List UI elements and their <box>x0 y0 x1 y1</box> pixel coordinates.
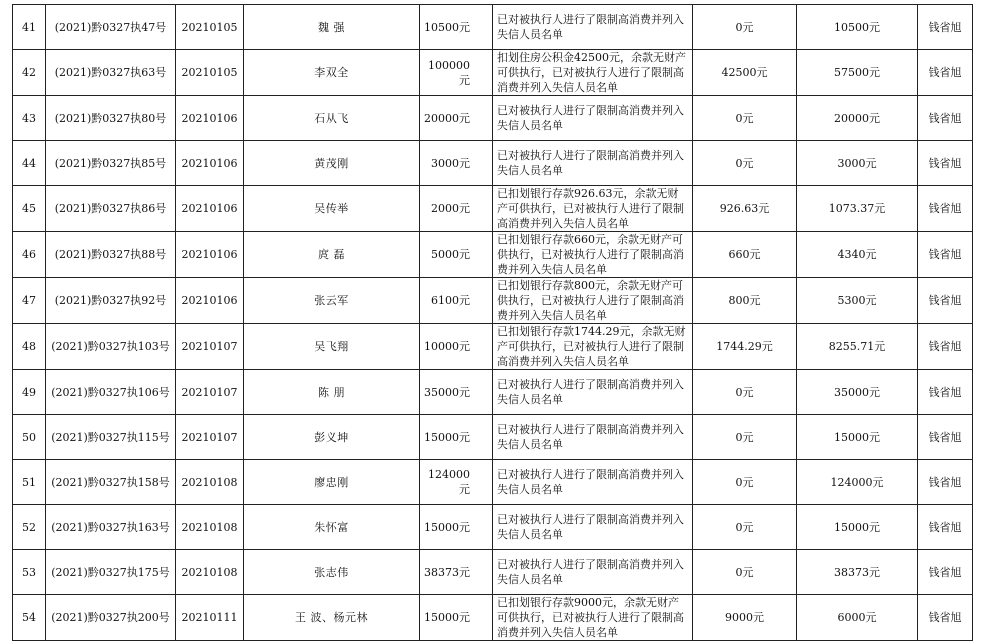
handling-judge: 钱省旭 <box>918 186 973 232</box>
enforcement-status: 已扣划银行存款9000元，余款无财产可供执行，已对被执行人进行了限制高消费并列入失信人员名单 <box>493 595 693 641</box>
executed-amount: 0元 <box>693 141 797 186</box>
unexecuted-amount: 1073.37元 <box>797 186 918 232</box>
executed-amount: 9000元 <box>693 595 797 641</box>
executed-amount: 1744.29元 <box>693 324 797 370</box>
handling-judge: 钱省旭 <box>918 232 973 278</box>
executed-amount: 0元 <box>693 550 797 595</box>
row-number: 50 <box>13 415 46 460</box>
case-number: (2021)黔0327执88号 <box>46 232 176 278</box>
row-number: 45 <box>13 186 46 232</box>
respondent-name: 石从飞 <box>244 96 420 141</box>
unexecuted-amount: 4340元 <box>797 232 918 278</box>
case-number: (2021)黔0327执158号 <box>46 460 176 505</box>
handling-judge: 钱省旭 <box>918 324 973 370</box>
table-row <box>13 550 973 595</box>
unexecuted-amount: 35000元 <box>797 370 918 415</box>
table-row <box>13 96 973 141</box>
handling-judge: 钱省旭 <box>918 5 973 50</box>
filing-date: 20210108 <box>176 460 244 505</box>
case-number: (2021)黔0327执47号 <box>46 5 176 50</box>
table-row <box>13 278 973 324</box>
unexecuted-amount: 6000元 <box>797 595 918 641</box>
executed-amount: 800元 <box>693 278 797 324</box>
row-number: 54 <box>13 595 46 641</box>
row-number: 43 <box>13 96 46 141</box>
filing-date: 20210106 <box>176 96 244 141</box>
table-row <box>13 505 973 550</box>
enforcement-status: 已扣划银行存款1744.29元，余款无财产可供执行，已对被执行人进行了限制高消费并列入失信人员名单 <box>493 324 693 370</box>
respondent-name: 魏 强 <box>244 5 420 50</box>
filing-date: 20210107 <box>176 370 244 415</box>
table-row <box>13 50 973 96</box>
case-number: (2021)黔0327执63号 <box>46 50 176 96</box>
executed-amount: 660元 <box>693 232 797 278</box>
respondent-name: 王 波、杨元林 <box>244 595 420 641</box>
handling-judge: 钱省旭 <box>918 415 973 460</box>
unexecuted-amount: 38373元 <box>797 550 918 595</box>
row-number: 46 <box>13 232 46 278</box>
respondent-name: 朱怀富 <box>244 505 420 550</box>
table-body <box>13 5 973 641</box>
filing-date: 20210106 <box>176 141 244 186</box>
filing-date: 20210106 <box>176 232 244 278</box>
unexecuted-amount: 15000元 <box>797 505 918 550</box>
enforcement-status: 已扣划银行存款660元，余款无财产可供执行，已对被执行人进行了限制高消费并列入失信人员名单 <box>493 232 693 278</box>
unexecuted-amount: 124000元 <box>797 460 918 505</box>
enforcement-amount: 10000元 <box>420 324 493 370</box>
case-number: (2021)黔0327执86号 <box>46 186 176 232</box>
row-number: 52 <box>13 505 46 550</box>
case-number: (2021)黔0327执115号 <box>46 415 176 460</box>
enforcement-amount: 15000元 <box>420 415 493 460</box>
table-row <box>13 595 973 641</box>
case-number: (2021)黔0327执103号 <box>46 324 176 370</box>
filing-date: 20210105 <box>176 50 244 96</box>
case-number: (2021)黔0327执92号 <box>46 278 176 324</box>
filing-date: 20210108 <box>176 505 244 550</box>
respondent-name: 廖忠刚 <box>244 460 420 505</box>
row-number: 47 <box>13 278 46 324</box>
table-row <box>13 415 973 460</box>
enforcement-status: 已对被执行人进行了限制高消费并列入失信人员名单 <box>493 415 693 460</box>
respondent-name: 吴飞翔 <box>244 324 420 370</box>
respondent-name: 吴传举 <box>244 186 420 232</box>
table-row <box>13 141 973 186</box>
enforcement-amount: 6100元 <box>420 278 493 324</box>
respondent-name: 张云军 <box>244 278 420 324</box>
table-row <box>13 324 973 370</box>
filing-date: 20210107 <box>176 415 244 460</box>
case-number: (2021)黔0327执175号 <box>46 550 176 595</box>
enforcement-amount: 38373元 <box>420 550 493 595</box>
enforcement-status: 已对被执行人进行了限制高消费并列入失信人员名单 <box>493 370 693 415</box>
executed-amount: 0元 <box>693 460 797 505</box>
enforcement-status: 已对被执行人进行了限制高消费并列入失信人员名单 <box>493 96 693 141</box>
filing-date: 20210108 <box>176 550 244 595</box>
enforcement-status: 已扣划银行存款926.63元，余款无财产可供执行，已对被执行人进行了限制高消费并列入失信人员名单 <box>493 186 693 232</box>
enforcement-amount: 3000元 <box>420 141 493 186</box>
filing-date: 20210107 <box>176 324 244 370</box>
executed-amount: 0元 <box>693 96 797 141</box>
unexecuted-amount: 57500元 <box>797 50 918 96</box>
table-row <box>13 5 973 50</box>
unexecuted-amount: 20000元 <box>797 96 918 141</box>
filing-date: 20210105 <box>176 5 244 50</box>
case-number: (2021)黔0327执163号 <box>46 505 176 550</box>
case-number: (2021)黔0327执200号 <box>46 595 176 641</box>
handling-judge: 钱省旭 <box>918 460 973 505</box>
executed-amount: 42500元 <box>693 50 797 96</box>
enforcement-amount: 15000元 <box>420 505 493 550</box>
handling-judge: 钱省旭 <box>918 370 973 415</box>
unexecuted-amount: 8255.71元 <box>797 324 918 370</box>
enforcement-status: 已对被执行人进行了限制高消费并列入失信人员名单 <box>493 505 693 550</box>
enforcement-amount: 35000元 <box>420 370 493 415</box>
enforcement-amount: 2000元 <box>420 186 493 232</box>
case-number: (2021)黔0327执80号 <box>46 96 176 141</box>
executed-amount: 0元 <box>693 370 797 415</box>
case-number: (2021)黔0327执106号 <box>46 370 176 415</box>
filing-date: 20210106 <box>176 278 244 324</box>
row-number: 48 <box>13 324 46 370</box>
respondent-name: 黄茂刚 <box>244 141 420 186</box>
enforcement-amount: 124000元 <box>420 460 493 505</box>
executed-amount: 0元 <box>693 415 797 460</box>
respondent-name: 张志伟 <box>244 550 420 595</box>
enforcement-status: 已扣划银行存款800元，余款无财产可供执行，已对被执行人进行了限制高消费并列入失信人员名单 <box>493 278 693 324</box>
enforcement-status: 已对被执行人进行了限制高消费并列入失信人员名单 <box>493 550 693 595</box>
respondent-name: 彭义坤 <box>244 415 420 460</box>
respondent-name: 李双全 <box>244 50 420 96</box>
enforcement-status: 已对被执行人进行了限制高消费并列入失信人员名单 <box>493 460 693 505</box>
executed-amount: 0元 <box>693 505 797 550</box>
enforcement-amount: 20000元 <box>420 96 493 141</box>
enforcement-amount: 5000元 <box>420 232 493 278</box>
handling-judge: 钱省旭 <box>918 595 973 641</box>
filing-date: 20210111 <box>176 595 244 641</box>
row-number: 53 <box>13 550 46 595</box>
respondent-name: 陈 朋 <box>244 370 420 415</box>
enforcement-status: 已对被执行人进行了限制高消费并列入失信人员名单 <box>493 5 693 50</box>
filing-date: 20210106 <box>176 186 244 232</box>
executed-amount: 926.63元 <box>693 186 797 232</box>
handling-judge: 钱省旭 <box>918 505 973 550</box>
enforcement-cases-table <box>12 4 973 641</box>
enforcement-amount: 100000元 <box>420 50 493 96</box>
executed-amount: 0元 <box>693 5 797 50</box>
table-row <box>13 232 973 278</box>
table-row <box>13 460 973 505</box>
handling-judge: 钱省旭 <box>918 50 973 96</box>
respondent-name: 庹 磊 <box>244 232 420 278</box>
row-number: 42 <box>13 50 46 96</box>
table-row <box>13 186 973 232</box>
unexecuted-amount: 15000元 <box>797 415 918 460</box>
case-number: (2021)黔0327执85号 <box>46 141 176 186</box>
enforcement-status: 扣划住房公积金42500元，余款无财产可供执行，已对被执行人进行了限制高消费并列入失信人员名单 <box>493 50 693 96</box>
enforcement-amount: 15000元 <box>420 595 493 641</box>
handling-judge: 钱省旭 <box>918 550 973 595</box>
row-number: 41 <box>13 5 46 50</box>
handling-judge: 钱省旭 <box>918 278 973 324</box>
row-number: 51 <box>13 460 46 505</box>
row-number: 44 <box>13 141 46 186</box>
table-row <box>13 370 973 415</box>
enforcement-status: 已对被执行人进行了限制高消费并列入失信人员名单 <box>493 141 693 186</box>
enforcement-amount: 10500元 <box>420 5 493 50</box>
handling-judge: 钱省旭 <box>918 141 973 186</box>
unexecuted-amount: 5300元 <box>797 278 918 324</box>
handling-judge: 钱省旭 <box>918 96 973 141</box>
row-number: 49 <box>13 370 46 415</box>
unexecuted-amount: 3000元 <box>797 141 918 186</box>
unexecuted-amount: 10500元 <box>797 5 918 50</box>
